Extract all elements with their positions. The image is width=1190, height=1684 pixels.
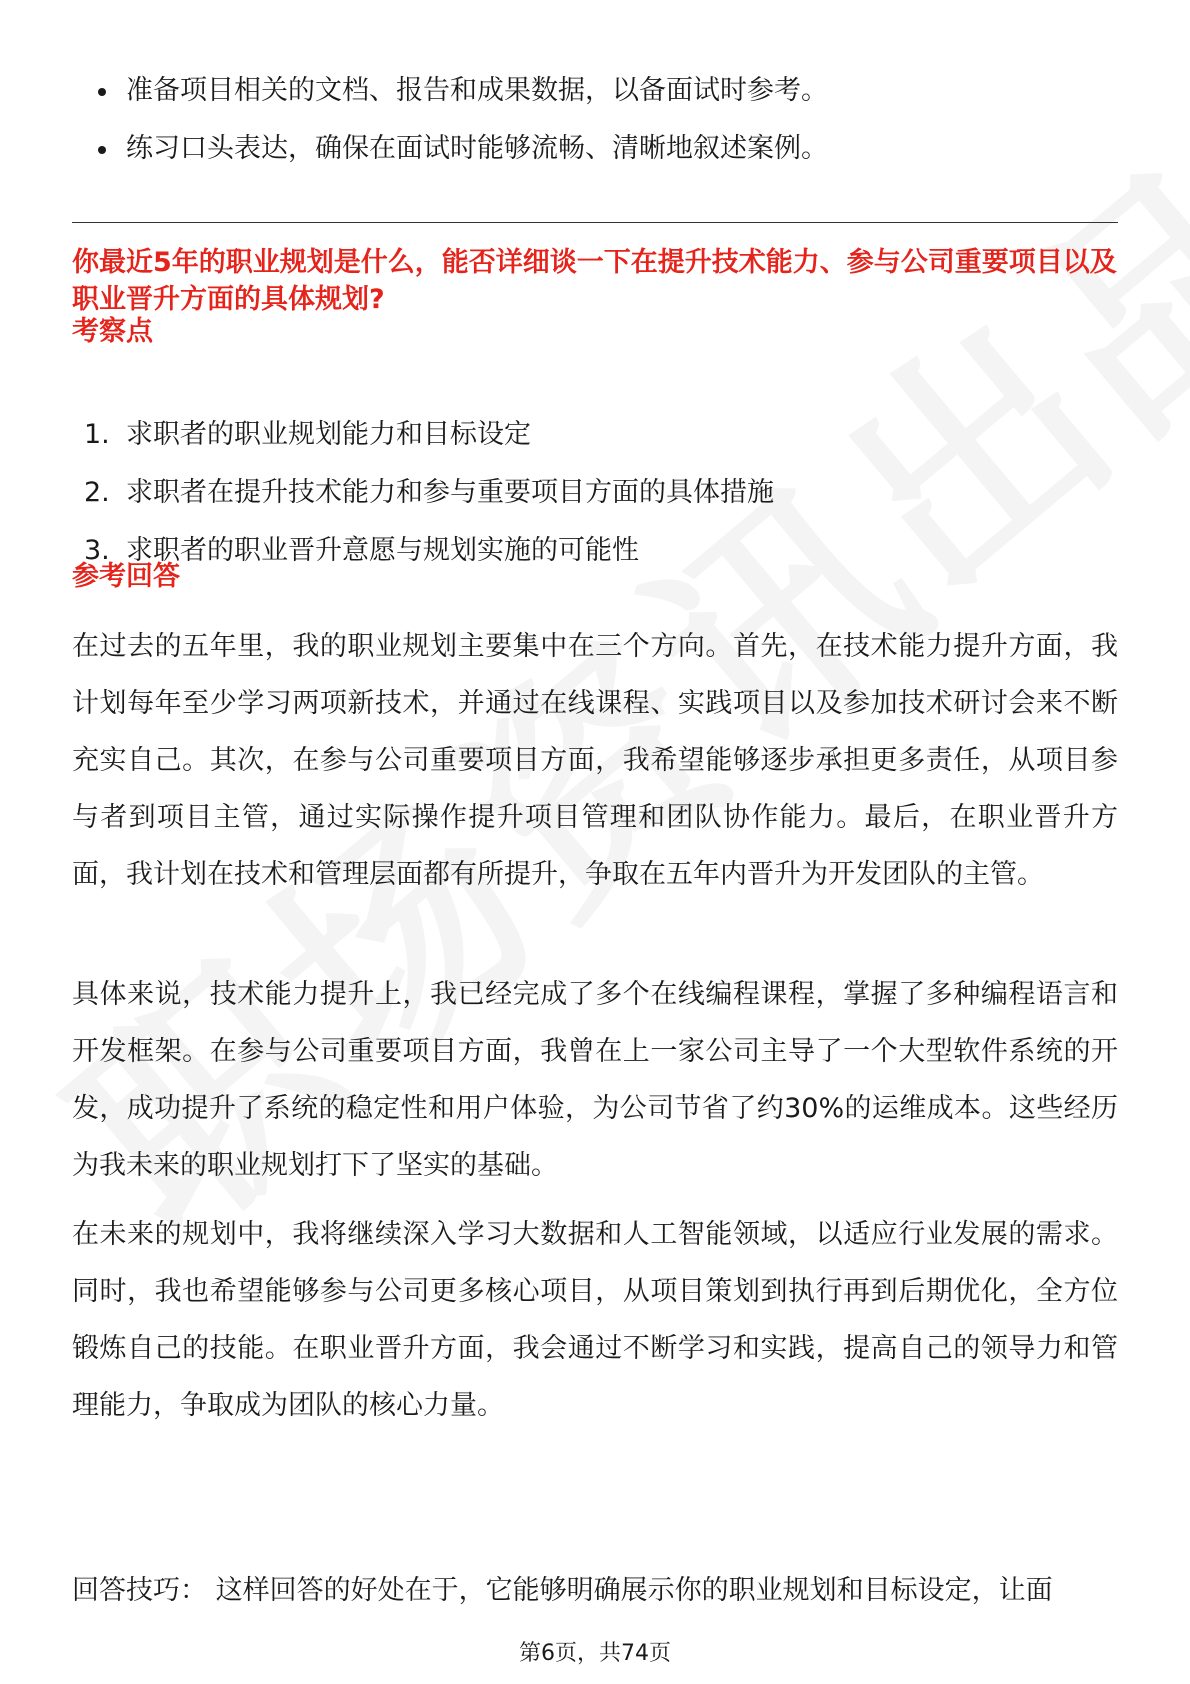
- answer-paragraph-1: 在过去的五年里，我的职业规划主要集中在三个方向。首先，在技术能力提升方面，我计划每年至少学习两项新技术，并通过在线课程、实践项目以及参加技术研讨会来不断充实自己。其次，在参与公司重要项目方面，我希望能够逐步承担更多责任，从项目参与者到项目主管，通过实际操作提升项目管理和团队协作能力。最后，在职业晋升方面，我计划在技术和管理层面都有所提升，争取在五年内晋升为开发团队的主管。: [72, 631, 1118, 890]
- list-item-text: 求职者的职业规划能力和目标设定: [126, 419, 531, 450]
- prev-tips-list: [96, 62, 1106, 178]
- answer-paragraph-3: 在未来的规划中，我将继续深入学习大数据和人工智能领域，以适应行业发展的需求。同时，我也希望能够参与公司更多核心项目，从项目策划到执行再到后期优化，全方位锻炼自己的技能。在职业晋升方面，我会通过不断学习和实践，提高自己的领导力和管理能力，争取成为团队的核心力量。: [72, 1219, 1118, 1421]
- answer-paragraph-2: 具体来说，技术能力提升上，我已经完成了多个在线编程课程，掌握了多种编程语言和开发框架。在参与公司重要项目方面，我曾在上一家公司主导了一个大型软件系统的开发，成功提升了系统的稳定性和用户体验，为公司节省了约30%的运维成本。这些经历为我未来的职业规划打下了坚实的基础。: [72, 979, 1118, 1181]
- list-item: [84, 522, 1104, 580]
- answer-tip: 回答技巧： 这样回答的好处在于，它能够明确展示你的职业规划和目标设定，让面: [72, 1575, 1053, 1606]
- list-item: [84, 406, 1104, 464]
- list-item: [96, 62, 1106, 120]
- bullet-icon: [98, 88, 106, 96]
- answer-title: 参考回答: [72, 561, 180, 592]
- list-item-text: 求职者的职业晋升意愿与规划实施的可能性: [126, 535, 639, 566]
- list-item-text: 练习口头表达，确保在面试时能够流畅、清晰地叙述案例。: [126, 133, 828, 164]
- list-item: [96, 120, 1106, 178]
- list-item-text: 求职者在提升技术能力和参与重要项目方面的具体措施: [126, 477, 774, 508]
- focus-title: 考察点: [72, 316, 153, 347]
- page-number: 第6页，共74页: [519, 1641, 671, 1666]
- list-item-text: 准备项目相关的文档、报告和成果数据，以备面试时参考。: [126, 75, 828, 106]
- bullet-icon: [98, 146, 106, 154]
- list-number: 3.: [84, 535, 110, 566]
- focus-list: [84, 406, 1104, 580]
- list-number: 1.: [84, 419, 110, 450]
- section-divider: [72, 222, 1118, 223]
- list-item: [84, 464, 1104, 522]
- question-heading: 你最近5年的职业规划是什么，能否详细谈一下在提升技术能力、参与公司重要项目以及职业晋升方面的具体规划?: [72, 247, 1117, 315]
- list-number: 2.: [84, 477, 110, 508]
